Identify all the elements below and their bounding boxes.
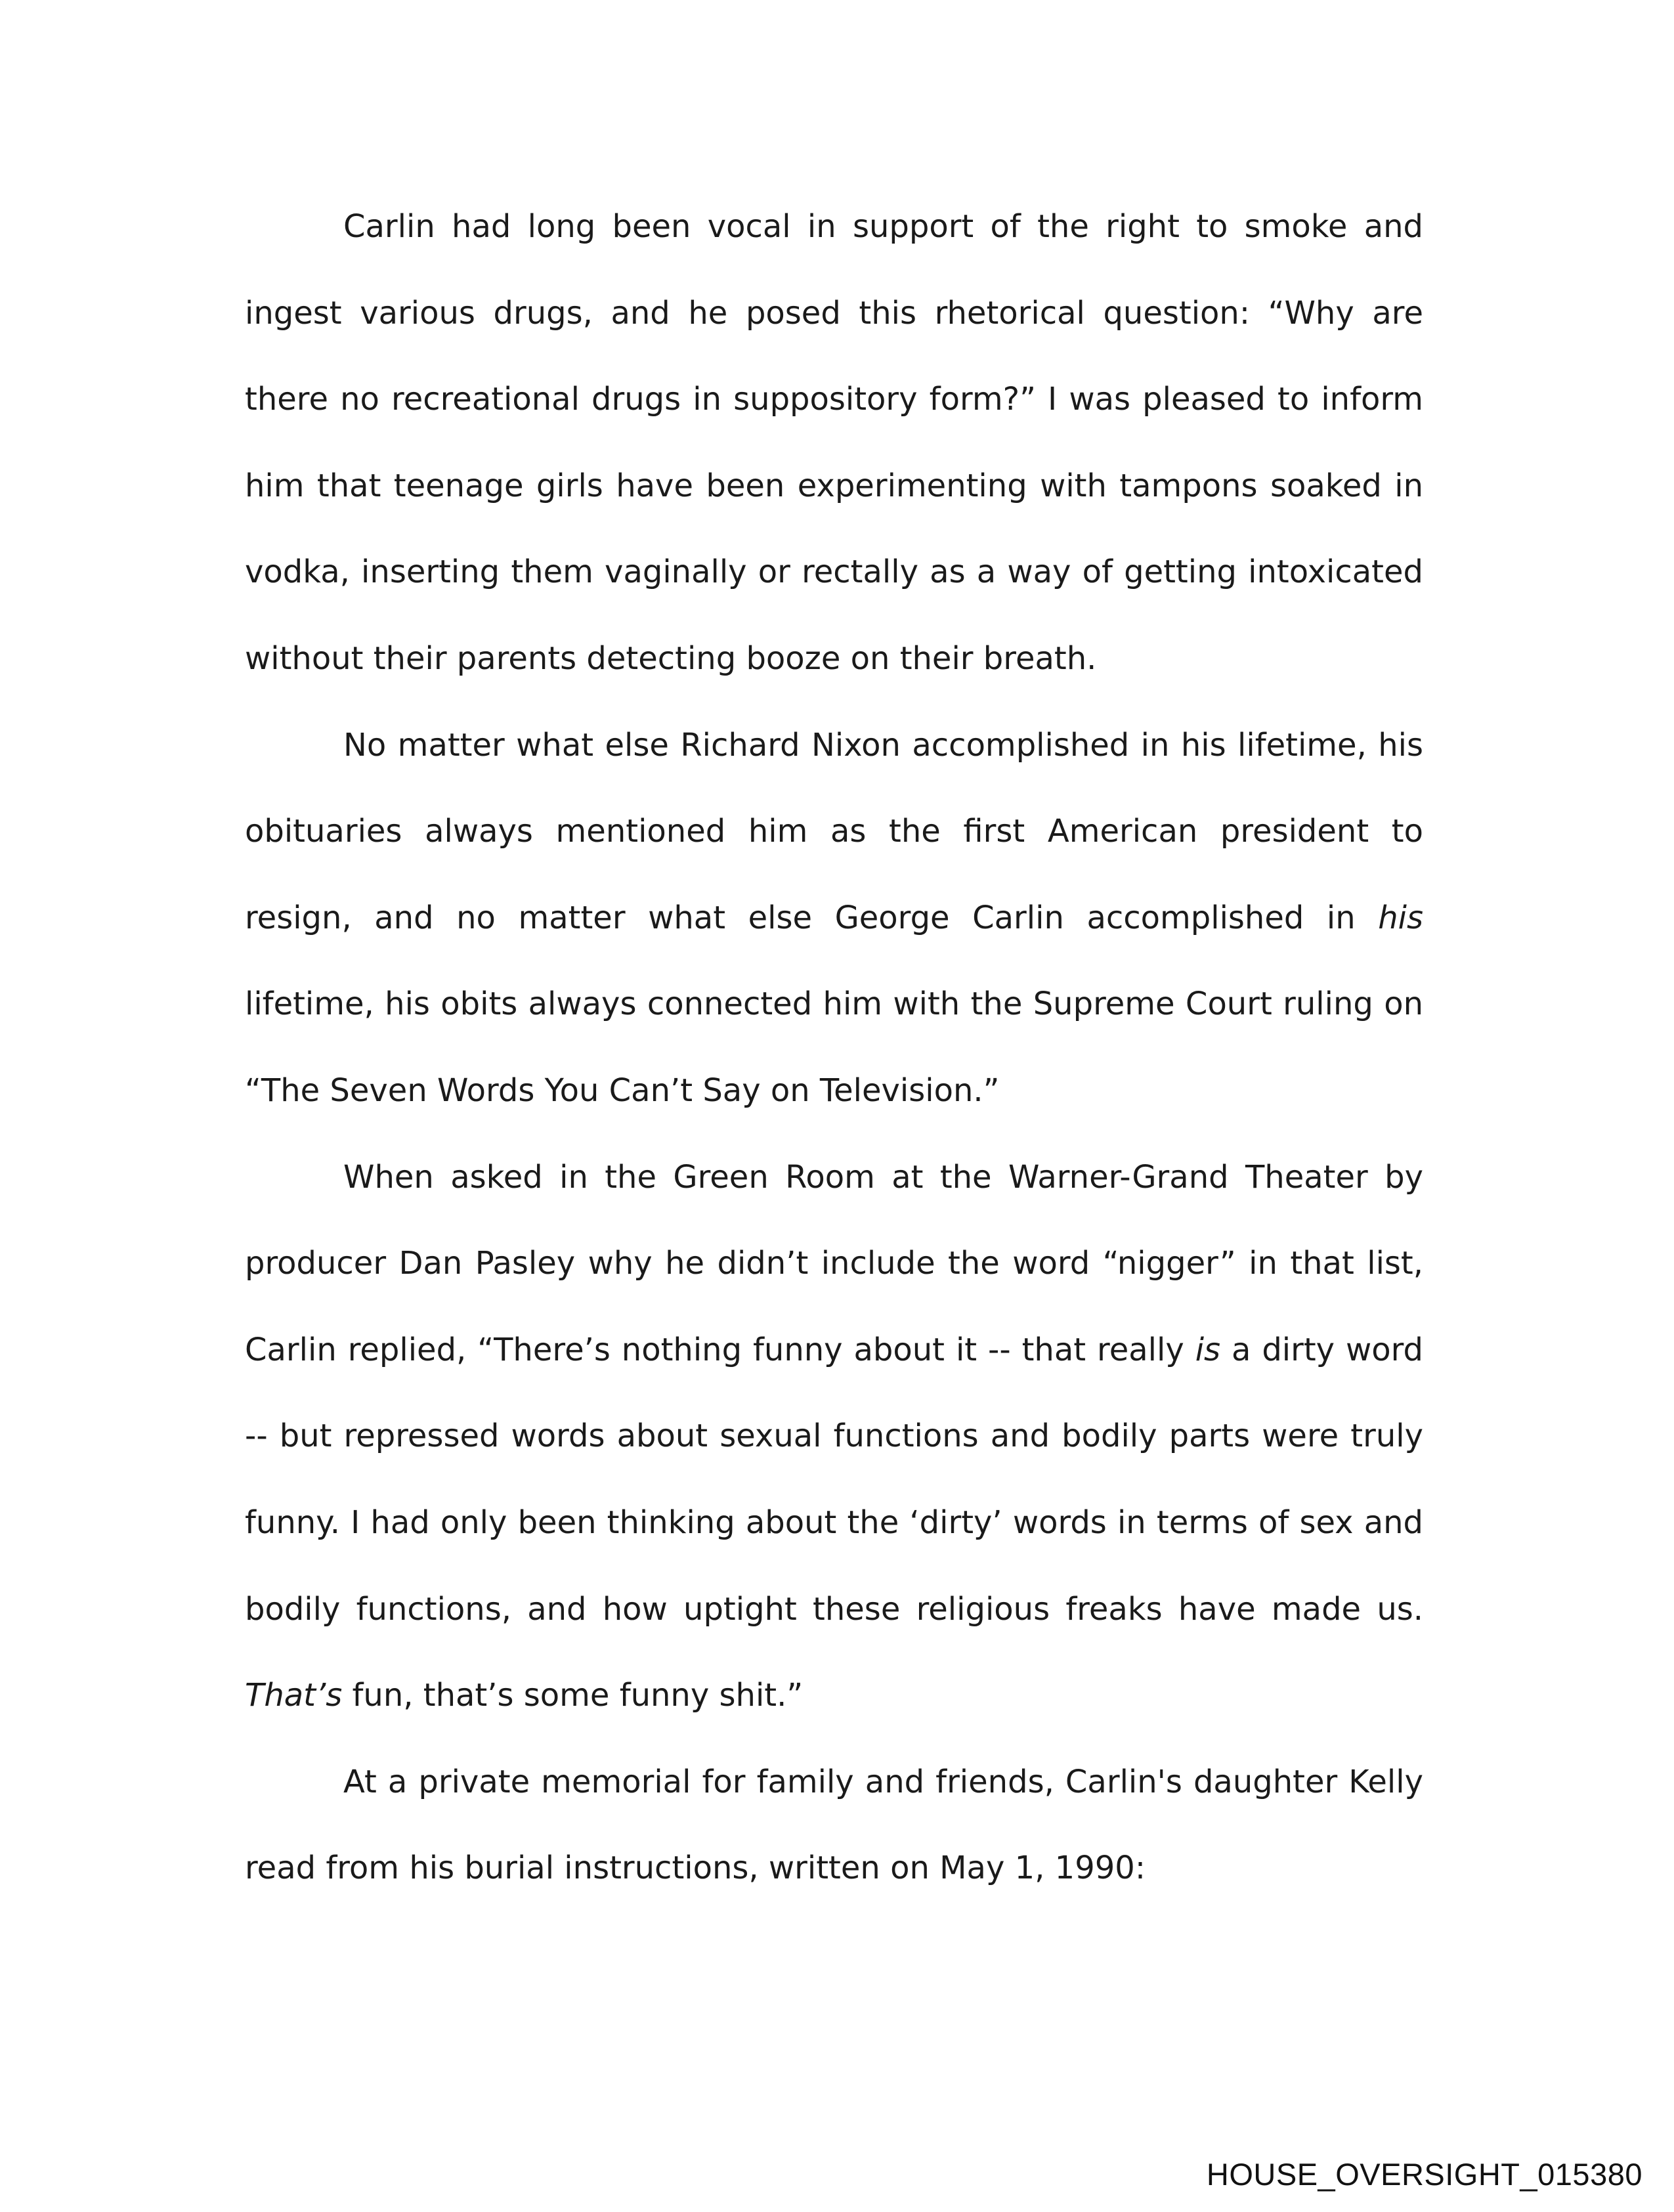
- paragraph-text: At a private memorial for family and friends, Carlin's daughter Kelly read from his burial instructions, written on May 1, 1990:: [245, 1763, 1423, 1887]
- paragraph-text: lifetime, his obits always connected him with the Supreme Court ruling on “The Seven Words You Can’t Say on Television.”: [245, 986, 1423, 1109]
- paragraph-text: When asked in the Green Room at the Warner-Grand Theater by producer Dan Pasley why he didn’t include the word “nigger” in that list, Carlin replied, “There’s nothing funny about it -- that really: [245, 1158, 1423, 1368]
- paragraph-memorial: [245, 1739, 1423, 1912]
- italic-emphasis: his: [1378, 899, 1423, 936]
- italic-emphasis: That’s: [245, 1677, 343, 1714]
- paragraph-text: a dirty word -- but repressed words about sexual functions and bodily parts were truly funny. I had only been thinking about the ‘dirty’ words in terms of sex and bodily functions, and how uptight these religious freaks have made us.: [245, 1331, 1424, 1628]
- paragraph-text: fun, that’s some funny shit.”: [342, 1677, 804, 1714]
- paragraph-text: No matter what else Richard Nixon accomplished in his lifetime, his obituaries always mentioned him as the first American president to resign, and no matter what else George Carlin accomplished in: [245, 726, 1423, 936]
- italic-emphasis: is: [1195, 1331, 1221, 1368]
- paragraph-green-room: [245, 1135, 1423, 1739]
- document-body: [245, 184, 1423, 1912]
- bates-number: HOUSE_OVERSIGHT_015380: [1206, 2157, 1642, 2192]
- paragraph-drugs: [245, 184, 1423, 703]
- paragraph-obituaries: [245, 703, 1423, 1135]
- paragraph-text: Carlin had long been vocal in support of the right to smoke and ingest various drugs, and he posed this rhetorical question: “Why are there no recreational drugs in suppository form?” I was pleased to inform him that teenage girls have been experimenting with tampons soaked in vodka, inserting them vaginally or rectally as a way of getting intoxicated without their parents detecting booze on their breath.: [245, 208, 1423, 677]
